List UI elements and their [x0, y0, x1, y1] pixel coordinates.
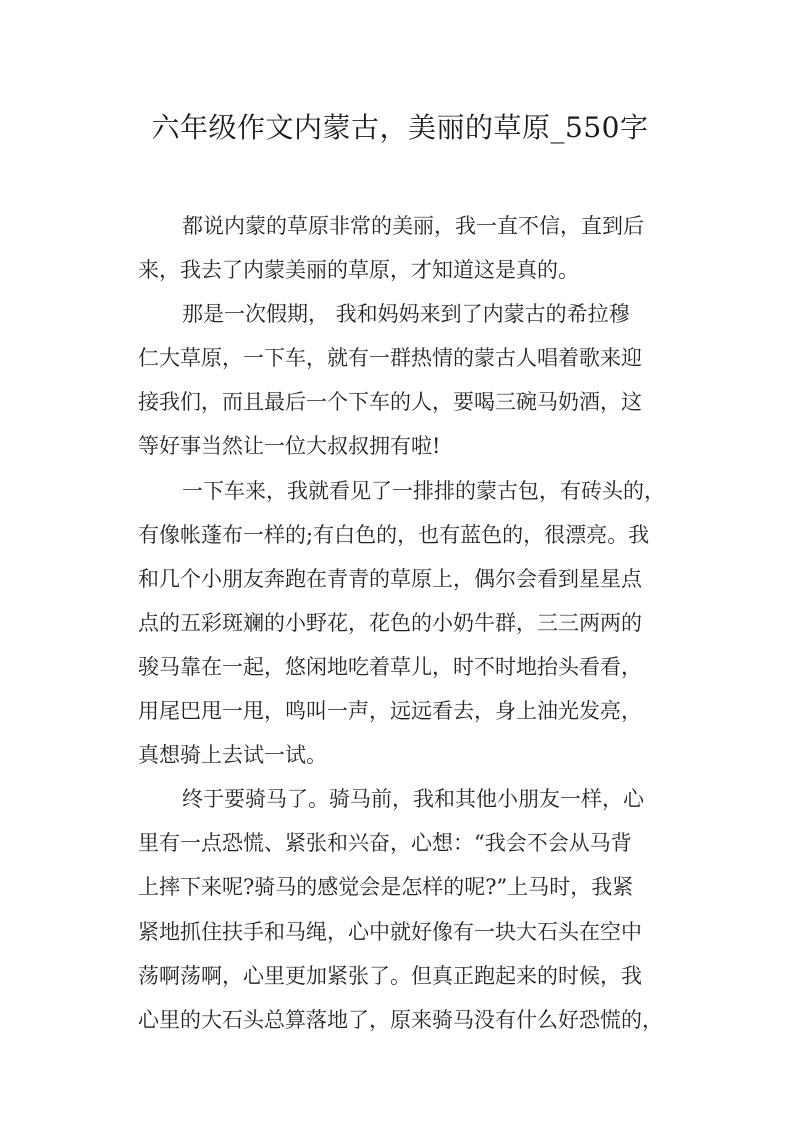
document-title: 六年级作文内蒙古，美丽的草原_550字: [151, 111, 649, 144]
text-line: 用尾巴甩一甩，鸣叫一声，远远看去，身上油光发亮，: [138, 699, 642, 724]
text-line: 点的五彩斑斓的小野花，花色的小奶牛群，三三两两的: [138, 610, 642, 635]
text-line: 紧地抓住扶手和马绳，心中就好像有一块大石头在空中: [138, 919, 642, 944]
paragraph-1: [138, 204, 670, 292]
text-line: 荡啊荡啊，心里更加紧张了。但真正跑起来的时候，我: [138, 963, 642, 988]
text-line: 心里的大石头总算落地了，原来骑马没有什么好恐慌的，: [138, 1007, 663, 1032]
text-line: 真想骑上去试一试。: [138, 743, 327, 768]
text-line: 仁大草原，一下车，就有一群热情的蒙古人唱着歌来迎: [138, 346, 642, 371]
text-line: 和几个小朋友奔跑在青青的草原上，偶尔会看到星星点: [138, 566, 642, 591]
document-body: [138, 204, 670, 1042]
text-line: 都说内蒙的草原非常的美丽，我一直不信，直到后: [182, 214, 644, 238]
text-line: 来，我去了内蒙美丽的草原，才知道这是真的。: [138, 258, 579, 283]
paragraph-2: [138, 292, 670, 468]
text-line: 里有一点恐慌、紧张和兴奋，心想：“我会不会从马背: [138, 831, 632, 856]
text-line: 上摔下来呢?骑马的感觉会是怎样的呢?”上马时，我紧: [138, 875, 634, 900]
text-line: 等好事当然让一位大叔叔拥有啦!: [138, 434, 441, 459]
text-line: 有像帐蓬布一样的;有白色的，也有蓝色的，很漂亮。我: [138, 522, 650, 547]
text-line: 骏马靠在一起，悠闲地吃着草儿，时不时地抬头看看，: [138, 654, 642, 679]
text-line: 接我们，而且最后一个下车的人，要喝三碗马奶酒，这: [138, 390, 642, 415]
text-line: 终于要骑马了。骑马前，我和其他小朋友一样，心: [182, 787, 644, 812]
text-line: 那是一次假期， 我和妈妈来到了内蒙古的希拉穆: [182, 302, 630, 327]
paragraph-4: [138, 777, 670, 1042]
paragraph-3: [138, 469, 670, 778]
text-line: 一下车来，我就看见了一排排的蒙古包，有砖头的，: [182, 478, 665, 503]
